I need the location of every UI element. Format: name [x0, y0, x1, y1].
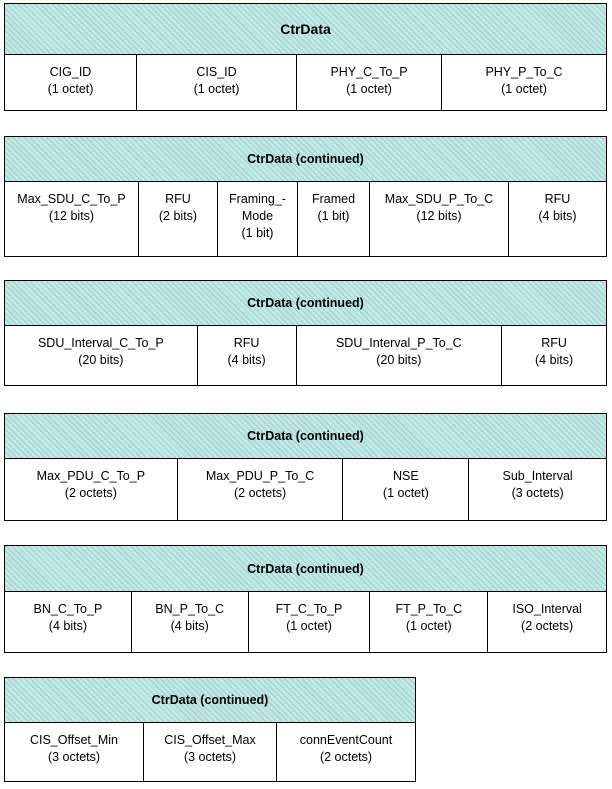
field-cell — [442, 55, 607, 110]
field-name: FT_P_To_C — [395, 602, 463, 616]
table-header: CtrData (continued) — [4, 677, 416, 723]
field-size: (20 bits) — [78, 353, 124, 367]
field-name: RFU — [165, 192, 191, 206]
field-size: (1 octet) — [501, 82, 547, 96]
ctrdata-table-2 — [4, 136, 607, 257]
field-cell — [5, 723, 144, 781]
field-name: NSE — [392, 469, 419, 483]
field-size: (2 bits) — [158, 209, 198, 223]
field-size: (1 octet) — [346, 82, 392, 96]
ctrdata-table-1 — [4, 3, 607, 111]
field-cell — [178, 459, 344, 520]
field-cell — [5, 592, 132, 652]
field-cell — [370, 182, 509, 256]
ctrdata-table-5 — [4, 545, 607, 653]
field-cell — [297, 55, 442, 110]
table-header: CtrData (continued) — [4, 545, 607, 592]
field-size: (2 octets) — [64, 486, 117, 500]
field-size: (4 bits) — [227, 353, 266, 367]
table-header: CtrData (continued) — [4, 136, 607, 182]
ctrdata-table-4 — [4, 413, 607, 521]
ctrdata-table-3 — [4, 280, 607, 386]
field-size: (3 octets) — [183, 750, 237, 764]
field-name: RFU — [233, 336, 260, 350]
field-size: (4 bits) — [48, 619, 87, 633]
field-row — [4, 723, 416, 782]
field-name: ISO_Interval — [512, 602, 582, 616]
field-cell — [5, 326, 198, 385]
field-name: CIS_ID — [196, 65, 237, 79]
table-header: CtrData (continued) — [4, 413, 607, 459]
field-name: SDU_Interval_C_To_P — [37, 336, 164, 350]
field-name: RFU — [544, 192, 571, 206]
field-cell — [298, 182, 370, 256]
field-name: CIG_ID — [49, 65, 92, 79]
field-size: (4 bits) — [170, 619, 209, 633]
field-size: (1 octet) — [382, 486, 429, 500]
field-size: (4 bits) — [534, 353, 574, 367]
field-name: Max_SDU_C_To_P — [17, 192, 126, 206]
field-row — [4, 459, 607, 521]
field-name: PHY_C_To_P — [330, 65, 408, 79]
field-cell — [488, 592, 607, 652]
field-size: (12 bits) — [48, 209, 95, 223]
field-cell — [144, 723, 277, 781]
field-size: (2 octets) — [521, 619, 574, 633]
field-name: connEventCount — [299, 733, 393, 747]
field-cell — [5, 55, 137, 110]
field-size: (2 octets) — [319, 750, 373, 764]
field-size: (3 octets) — [47, 750, 101, 764]
field-size: (1 octet) — [405, 619, 452, 633]
field-cell — [509, 182, 607, 256]
field-cell — [297, 326, 503, 385]
field-size: (1 octet) — [286, 619, 332, 633]
field-cell — [139, 182, 218, 256]
field-cell — [218, 182, 298, 256]
field-row — [4, 326, 607, 386]
field-name: PHY_P_To_C — [485, 65, 563, 79]
field-size: (12 bits) — [416, 209, 462, 223]
field-cell — [137, 55, 297, 110]
field-name: CIS_Offset_Max — [164, 733, 256, 747]
field-row — [4, 182, 607, 257]
field-cell — [469, 459, 607, 520]
field-row — [4, 592, 607, 653]
field-size: (2 octets) — [234, 486, 287, 500]
field-row — [4, 55, 607, 111]
field-name-line2: Mode — [241, 209, 274, 223]
field-cell — [5, 182, 139, 256]
field-cell — [5, 459, 178, 520]
ctrdata-table-6 — [4, 677, 416, 782]
table-header: CtrData (continued) — [4, 280, 607, 326]
field-name: RFU — [541, 336, 567, 350]
field-cell — [198, 326, 297, 385]
field-name: Max_PDU_P_To_C — [205, 469, 315, 483]
field-cell — [132, 592, 249, 652]
field-size: (4 bits) — [538, 209, 577, 223]
field-cell — [370, 592, 488, 652]
field-name: Max_PDU_C_To_P — [36, 469, 146, 483]
field-name: Framed — [311, 192, 356, 206]
field-cell — [343, 459, 469, 520]
field-name: SDU_Interval_P_To_C — [335, 336, 462, 350]
field-size: (1 octet) — [193, 82, 240, 96]
field-cell — [249, 592, 371, 652]
field-name: BN_P_To_C — [155, 602, 225, 616]
field-size: (1 bit) — [317, 209, 350, 223]
table-header: CtrData — [4, 3, 607, 55]
field-name: Sub_Interval — [502, 469, 573, 483]
field-name: BN_C_To_P — [33, 602, 103, 616]
field-size: (3 octets) — [511, 486, 564, 500]
field-name: CIS_Offset_Min — [29, 733, 118, 747]
field-name: FT_C_To_P — [275, 602, 343, 616]
field-size: (1 bit) — [241, 226, 274, 240]
field-cell — [277, 723, 416, 781]
field-cell — [502, 326, 607, 385]
field-size: (1 octet) — [47, 82, 94, 96]
field-name: Max_SDU_P_To_C — [384, 192, 494, 206]
field-size: (20 bits) — [376, 353, 422, 367]
field-name: Framing_- — [229, 192, 286, 206]
